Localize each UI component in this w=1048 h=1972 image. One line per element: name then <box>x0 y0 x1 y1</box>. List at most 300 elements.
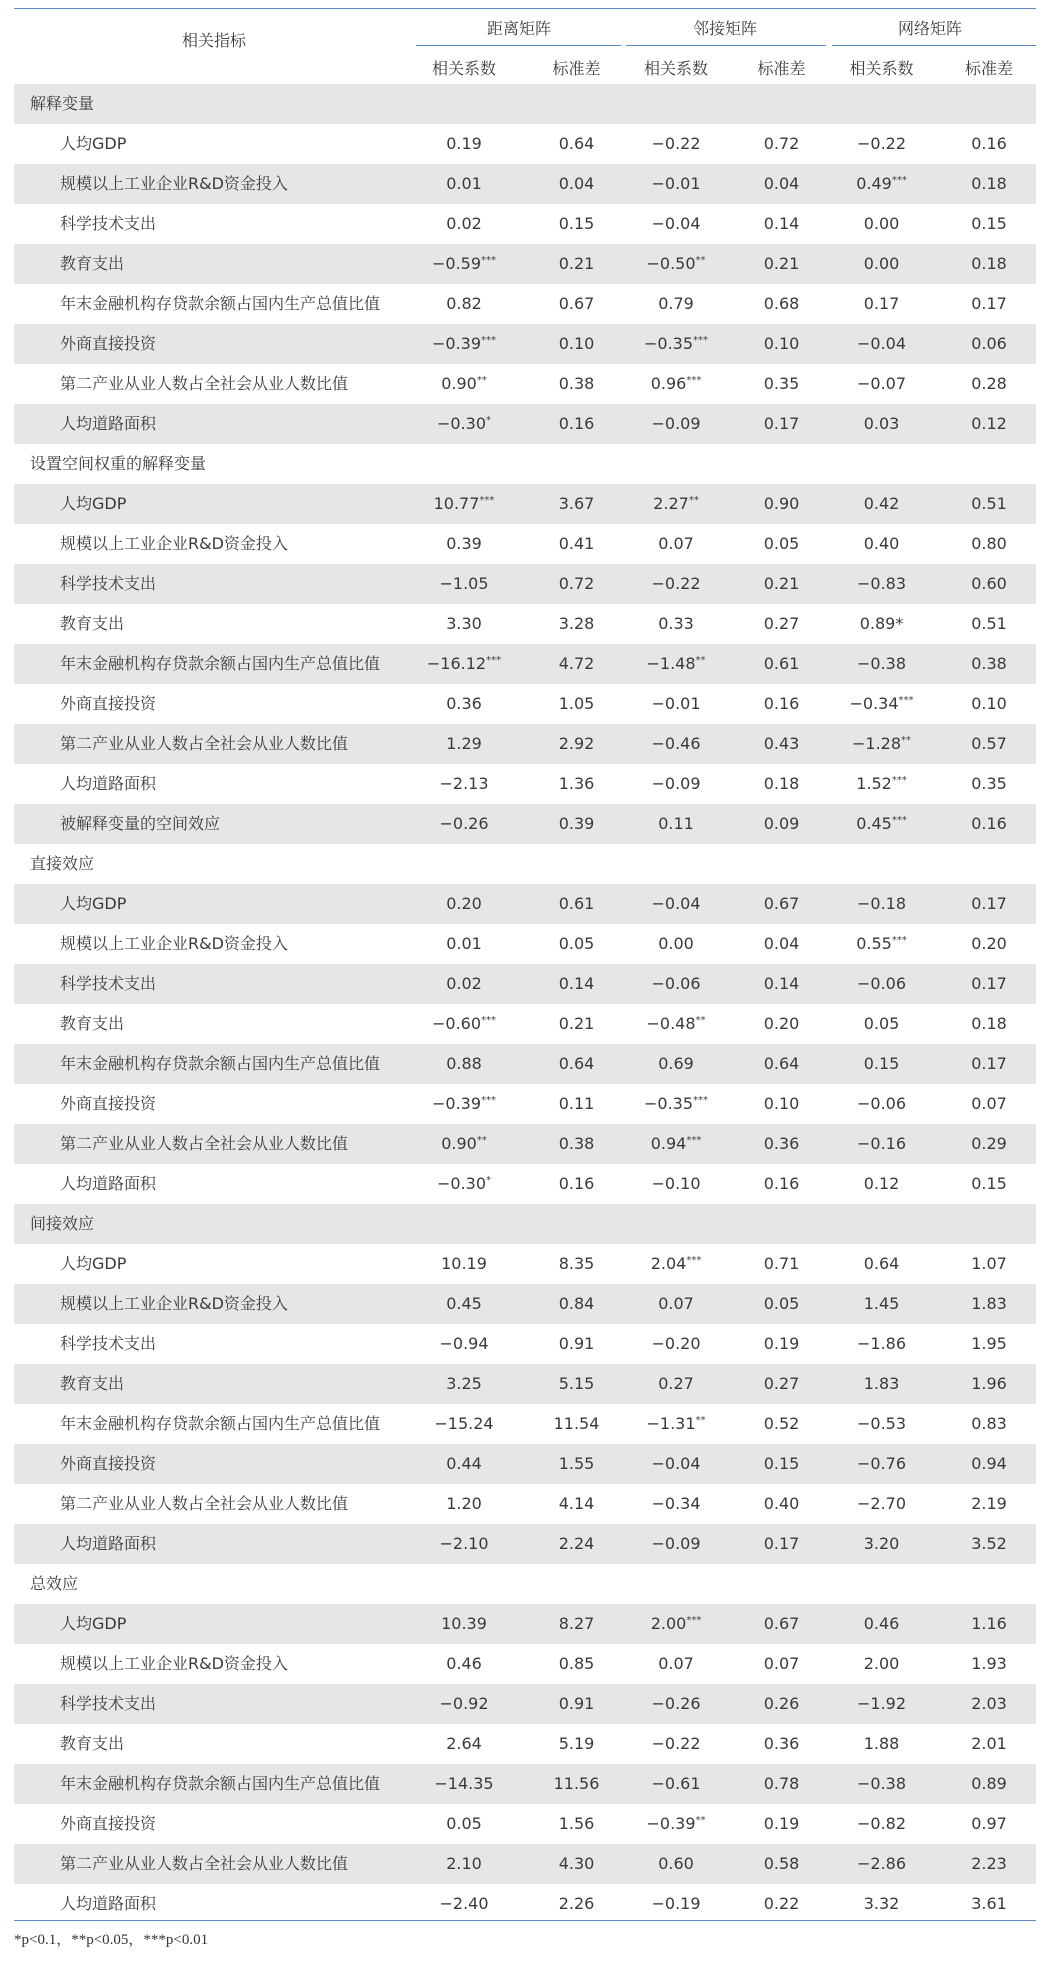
coef-value: −1.31 <box>646 1414 696 1433</box>
coef-cell <box>621 564 731 604</box>
sd-cell: 0.14 <box>558 974 595 993</box>
table-row <box>14 324 1036 364</box>
sd-cell: 2.92 <box>558 734 595 753</box>
sd-cell: 0.19 <box>763 1814 800 1833</box>
coef-cell <box>824 644 939 684</box>
coef-value: 10.39 <box>441 1614 487 1633</box>
coef-cell <box>414 1484 514 1524</box>
table-row <box>14 1644 1036 1684</box>
coef-value: 3.30 <box>446 614 482 633</box>
significance-stars: ** <box>695 1815 706 1826</box>
coef-cell <box>824 1884 939 1924</box>
coef-cell <box>414 1644 514 1684</box>
coef-value: −0.19 <box>651 1894 701 1913</box>
significance-stars: *** <box>486 655 502 666</box>
coef-value: 0.12 <box>863 1174 900 1193</box>
coef-cell <box>824 804 939 844</box>
sd-cell: 5.15 <box>558 1374 595 1393</box>
coef-cell <box>621 1364 731 1404</box>
coef-value: 0.15 <box>863 1054 900 1073</box>
coef-cell <box>414 1284 514 1324</box>
sd-cell: 1.95 <box>971 1334 1007 1353</box>
coef-value: −0.48 <box>646 1014 696 1033</box>
coef-cell <box>621 404 731 444</box>
row-label: 人均道路面积 <box>60 1894 157 1913</box>
sd-cell: 2.24 <box>558 1534 595 1553</box>
coef-value: −0.04 <box>651 214 701 233</box>
coef-cell <box>414 884 514 924</box>
sd-cell: 0.10 <box>763 334 800 353</box>
sd-cell: 0.14 <box>763 214 800 233</box>
significance-stars: * <box>486 1175 492 1186</box>
coef-cell <box>824 924 939 964</box>
coef-cell <box>824 1764 939 1804</box>
coef-cell <box>621 284 731 324</box>
sd-cell: 11.54 <box>553 1414 600 1433</box>
sd-cell: 8.35 <box>558 1254 595 1273</box>
table-row <box>14 884 1036 924</box>
significance-stars: ** <box>695 1015 706 1026</box>
row-label: 科学技术支出 <box>60 1334 157 1353</box>
coef-cell <box>824 1364 939 1404</box>
row-label: 人均GDP <box>60 1254 127 1273</box>
coef-value: 0.33 <box>658 614 694 633</box>
coef-cell <box>414 1364 514 1404</box>
coef-value: −0.18 <box>856 894 907 913</box>
sd-cell: 0.17 <box>971 1054 1007 1073</box>
row-label: 第二产业从业人数占全社会从业人数比值 <box>60 1494 349 1513</box>
coef-cell <box>621 324 731 364</box>
coef-value: 0.36 <box>446 694 482 713</box>
coef-cell <box>824 1404 939 1444</box>
coef-cell <box>621 804 731 844</box>
coef-value: −1.48 <box>646 654 696 673</box>
row-label: 年末金融机构存贷款余额占国内生产总值比值 <box>60 654 381 673</box>
significance-stars: *** <box>481 1095 497 1106</box>
table-row <box>14 1844 1036 1884</box>
sd-cell: 0.60 <box>971 574 1007 593</box>
coef-cell <box>621 1884 731 1924</box>
row-label: 科学技术支出 <box>60 1694 157 1713</box>
row-label: 人均GDP <box>60 134 127 153</box>
coef-value: −0.09 <box>651 774 701 793</box>
sd-cell: 3.67 <box>558 494 595 513</box>
table-row <box>14 1404 1036 1444</box>
coef-cell <box>414 1764 514 1804</box>
section-title: 解释变量 <box>30 94 95 113</box>
coef-value: −2.13 <box>439 774 489 793</box>
coef-value: 3.25 <box>446 1374 482 1393</box>
coef-value: −0.01 <box>651 174 701 193</box>
sd-cell: 0.21 <box>558 1014 595 1033</box>
significance-stars: *** <box>891 775 907 786</box>
coef-value: −0.30 <box>436 1174 487 1193</box>
coef-cell <box>824 284 939 324</box>
coef-cell <box>621 1124 731 1164</box>
coef-cell <box>414 1404 514 1444</box>
coef-value: 0.07 <box>658 1294 694 1313</box>
coef-cell <box>414 1124 514 1164</box>
coef-value: −0.09 <box>651 414 701 433</box>
coef-value: −0.39 <box>646 1814 696 1833</box>
coef-cell <box>824 964 939 1004</box>
coef-value: −0.53 <box>856 1414 907 1433</box>
sd-cell: 0.16 <box>971 814 1007 833</box>
coef-value: 3.32 <box>863 1894 900 1913</box>
row-label: 教育支出 <box>60 1014 125 1033</box>
coef-value: −0.09 <box>651 1534 701 1553</box>
coef-cell <box>414 1164 514 1204</box>
coef-value: 1.52 <box>856 774 892 793</box>
coef-cell <box>414 364 514 404</box>
row-label: 第二产业从业人数占全社会从业人数比值 <box>60 374 349 393</box>
coef-value: 10.77 <box>433 494 480 513</box>
sd-cell: 2.26 <box>558 1894 595 1913</box>
sd-cell: 0.26 <box>763 1694 800 1713</box>
coef-value: −2.70 <box>856 1494 907 1513</box>
coef-value: −0.39 <box>431 1094 482 1113</box>
sd-cell: 0.36 <box>763 1134 800 1153</box>
table-row <box>14 1444 1036 1484</box>
sd-cell: 1.05 <box>558 694 595 713</box>
sd-cell: 0.35 <box>971 774 1007 793</box>
coef-value: 0.44 <box>446 1454 482 1473</box>
row-label: 第二产业从业人数占全社会从业人数比值 <box>60 734 349 753</box>
row-label: 外商直接投资 <box>60 1454 157 1473</box>
row-label: 科学技术支出 <box>60 214 157 233</box>
row-label: 人均道路面积 <box>60 414 157 433</box>
sd-cell: 4.14 <box>558 1494 595 1513</box>
coef-value: 1.20 <box>446 1494 482 1513</box>
row-label: 人均道路面积 <box>60 774 157 793</box>
coef-value: 0.60 <box>658 1854 694 1873</box>
coef-value: −0.06 <box>856 1094 907 1113</box>
coef-cell <box>414 404 514 444</box>
significance-stars: ** <box>476 1135 487 1146</box>
coef-cell <box>824 364 939 404</box>
row-label: 人均GDP <box>60 1614 127 1633</box>
coef-cell <box>621 1804 731 1844</box>
sd-cell: 0.90 <box>763 494 800 513</box>
table-row <box>14 1684 1036 1724</box>
sd-cell: 0.22 <box>763 1894 800 1913</box>
coef-value: 1.29 <box>446 734 482 753</box>
table-body <box>14 84 1036 1924</box>
row-label: 被解释变量的空间效应 <box>60 814 221 833</box>
coef-value: −0.82 <box>856 1814 907 1833</box>
coef-value: 0.45 <box>856 814 892 833</box>
coef-cell <box>824 1084 939 1124</box>
sd-cell: 0.14 <box>763 974 800 993</box>
coef-value: −0.35 <box>643 1094 694 1113</box>
coef-value: 0.39 <box>446 534 482 553</box>
coef-cell <box>824 1284 939 1324</box>
sd-cell: 0.12 <box>971 414 1007 433</box>
sd-cell: 0.06 <box>971 334 1007 353</box>
coef-value: −0.59 <box>431 254 482 273</box>
significance-stars: *** <box>693 1095 709 1106</box>
sd-cell: 0.05 <box>763 534 800 553</box>
significance-stars: *** <box>479 495 495 506</box>
sd-cell: 0.36 <box>763 1734 800 1753</box>
sd-cell: 2.01 <box>971 1734 1007 1753</box>
significance-stars: *** <box>693 335 709 346</box>
sd-cell: 1.56 <box>558 1814 595 1833</box>
sd-cell: 0.40 <box>763 1494 800 1513</box>
coef-value: −0.04 <box>651 894 701 913</box>
row-label: 年末金融机构存贷款余额占国内生产总值比值 <box>60 1774 381 1793</box>
row-label: 规模以上工业企业R&D资金投入 <box>60 934 288 953</box>
table-row <box>14 724 1036 764</box>
subheader-coef: 相关系数 <box>643 59 708 78</box>
significance-stars: ** <box>695 1415 706 1426</box>
coef-value: 2.27 <box>653 494 689 513</box>
coef-value: −0.22 <box>651 134 701 153</box>
row-label: 外商直接投资 <box>60 334 157 353</box>
coef-cell <box>414 1324 514 1364</box>
regression-table <box>14 8 1036 1924</box>
section-title: 间接效应 <box>30 1214 95 1233</box>
sd-cell: 0.04 <box>763 174 800 193</box>
coef-cell <box>621 1044 731 1084</box>
coef-cell <box>824 244 939 284</box>
coef-value: −0.60 <box>431 1014 482 1033</box>
coef-value: 3.20 <box>863 1534 900 1553</box>
table-row <box>14 1284 1036 1324</box>
coef-cell <box>414 124 514 164</box>
coef-cell <box>621 1604 731 1644</box>
table-row <box>14 1724 1036 1764</box>
coef-value: 0.55 <box>856 934 892 953</box>
coef-value: −0.22 <box>651 574 701 593</box>
coef-cell <box>414 1004 514 1044</box>
coef-cell <box>824 884 939 924</box>
table-row <box>14 1764 1036 1804</box>
coef-cell <box>414 484 514 524</box>
row-label: 教育支出 <box>60 1374 125 1393</box>
coef-cell <box>414 644 514 684</box>
coef-cell <box>621 204 731 244</box>
section-title: 设置空间权重的解释变量 <box>30 454 207 473</box>
row-label: 规模以上工业企业R&D资金投入 <box>60 174 288 193</box>
coef-value: 0.00 <box>658 934 694 953</box>
coef-value: −0.92 <box>439 1694 489 1713</box>
coef-cell <box>621 524 731 564</box>
sd-cell: 0.15 <box>763 1454 800 1473</box>
group-header-network: 网络矩阵 <box>897 19 962 38</box>
coef-cell <box>621 924 731 964</box>
row-label: 年末金融机构存贷款余额占国内生产总值比值 <box>60 1054 381 1073</box>
coef-cell <box>621 1444 731 1484</box>
sd-cell: 0.91 <box>558 1334 595 1353</box>
coef-cell <box>414 1724 514 1764</box>
table-row <box>14 1244 1036 1284</box>
significance-stars: ** <box>695 255 706 266</box>
row-label: 科学技术支出 <box>60 574 157 593</box>
coef-value: 0.64 <box>863 1254 900 1273</box>
coef-value: −0.34 <box>651 1494 701 1513</box>
sd-cell: 0.10 <box>558 334 595 353</box>
sd-cell: 0.72 <box>763 134 800 153</box>
row-label: 外商直接投资 <box>60 1094 157 1113</box>
sd-cell: 0.15 <box>971 1174 1007 1193</box>
coef-cell <box>414 964 514 1004</box>
coef-value: −0.94 <box>439 1334 489 1353</box>
sd-cell: 0.39 <box>558 814 595 833</box>
significance-stars: *** <box>686 1255 702 1266</box>
coef-cell <box>824 1124 939 1164</box>
coef-cell <box>824 1804 939 1844</box>
table-row <box>14 1084 1036 1124</box>
sd-cell: 0.85 <box>558 1654 595 1673</box>
sd-cell: 0.41 <box>558 534 595 553</box>
sd-cell: 0.58 <box>763 1854 800 1873</box>
coef-value: −0.10 <box>651 1174 701 1193</box>
coef-value: −0.26 <box>439 814 489 833</box>
sd-cell: 1.55 <box>558 1454 595 1473</box>
coef-cell <box>414 564 514 604</box>
coef-cell <box>414 764 514 804</box>
coef-cell <box>824 1244 939 1284</box>
coef-value: 0.00 <box>863 254 900 273</box>
coef-cell <box>414 804 514 844</box>
coef-value: 0.03 <box>863 414 900 433</box>
coef-cell <box>824 1684 939 1724</box>
coef-value: −0.34 <box>849 694 899 713</box>
coef-value: 2.04 <box>650 1254 687 1273</box>
coef-value: −0.06 <box>651 974 701 993</box>
coef-value: 0.01 <box>446 174 482 193</box>
coef-cell <box>621 1404 731 1444</box>
coef-value: −2.86 <box>856 1854 907 1873</box>
sd-cell: 0.78 <box>763 1774 800 1793</box>
sd-cell: 0.16 <box>763 1174 800 1193</box>
coef-cell <box>824 204 939 244</box>
coef-cell <box>621 124 731 164</box>
coef-value: 0.46 <box>863 1614 900 1633</box>
sd-cell: 3.61 <box>971 1894 1007 1913</box>
coef-value: 0.19 <box>446 134 482 153</box>
sd-cell: 0.20 <box>971 934 1007 953</box>
sd-cell: 0.64 <box>558 1054 595 1073</box>
sd-cell: 0.38 <box>971 654 1007 673</box>
row-label: 教育支出 <box>60 614 125 633</box>
sd-cell: 0.38 <box>558 374 595 393</box>
sd-cell: 0.04 <box>763 934 800 953</box>
coef-value: 0.11 <box>658 814 694 833</box>
coef-value: 0.02 <box>446 214 482 233</box>
sd-cell: 0.83 <box>971 1414 1007 1433</box>
sd-cell: 0.72 <box>558 574 595 593</box>
sd-cell: 0.07 <box>971 1094 1007 1113</box>
coef-value: −0.16 <box>856 1134 907 1153</box>
coef-value: 2.64 <box>446 1734 482 1753</box>
coef-value: 0.07 <box>658 534 694 553</box>
coef-cell <box>824 1004 939 1044</box>
coef-cell <box>414 684 514 724</box>
coef-cell <box>621 1684 731 1724</box>
coef-cell <box>621 1164 731 1204</box>
coef-value: −0.39 <box>431 334 482 353</box>
table-row <box>14 484 1036 524</box>
sd-cell: 0.28 <box>971 374 1007 393</box>
row-label: 外商直接投资 <box>60 1814 157 1833</box>
coef-cell <box>621 1084 731 1124</box>
sd-cell: 0.18 <box>763 774 800 793</box>
table-row <box>14 404 1036 444</box>
sd-cell: 1.36 <box>558 774 595 793</box>
subheader-coef: 相关系数 <box>431 59 496 78</box>
coef-value: −0.22 <box>856 134 907 153</box>
subheader-coef: 相关系数 <box>849 59 914 78</box>
coef-cell <box>621 1524 731 1564</box>
coef-value: 0.88 <box>446 1054 482 1073</box>
sd-cell: 0.17 <box>971 294 1007 313</box>
subheader-sd: 标准差 <box>552 59 601 78</box>
table-row <box>14 1124 1036 1164</box>
coef-cell <box>824 1164 939 1204</box>
coef-cell <box>621 1764 731 1804</box>
significance-stars: *** <box>686 375 702 386</box>
sd-cell: 0.17 <box>971 894 1007 913</box>
table-row <box>14 1044 1036 1084</box>
sd-cell: 0.19 <box>763 1334 800 1353</box>
sd-cell: 0.91 <box>558 1694 595 1713</box>
sd-cell: 0.16 <box>971 134 1007 153</box>
significance-stars: *** <box>891 175 907 186</box>
table-row <box>14 284 1036 324</box>
coef-cell <box>824 1444 939 1484</box>
coef-value: 0.89* <box>859 614 904 633</box>
coef-value: 0.02 <box>446 974 482 993</box>
coef-value: −2.10 <box>439 1534 489 1553</box>
coef-value: −0.30 <box>436 414 487 433</box>
coef-value: −0.38 <box>856 654 907 673</box>
coef-value: −0.20 <box>651 1334 701 1353</box>
coef-cell <box>414 1244 514 1284</box>
significance-stars: *** <box>891 935 907 946</box>
table-row <box>14 124 1036 164</box>
table-row <box>14 564 1036 604</box>
coef-value: −0.83 <box>856 574 907 593</box>
row-label-header: 相关指标 <box>181 31 246 50</box>
sd-cell: 0.38 <box>558 1134 595 1153</box>
coef-cell <box>621 1284 731 1324</box>
coef-cell <box>414 244 514 284</box>
significance-stars: ** <box>695 655 706 666</box>
coef-value: 10.19 <box>441 1254 487 1273</box>
sd-cell: 8.27 <box>558 1614 595 1633</box>
coef-value: −0.50 <box>646 254 696 273</box>
sd-cell: 0.61 <box>763 654 800 673</box>
coef-value: −14.35 <box>434 1774 494 1793</box>
coef-cell <box>621 644 731 684</box>
header-group-row <box>14 8 1036 50</box>
coef-value: −0.61 <box>651 1774 701 1793</box>
sd-cell: 0.84 <box>558 1294 595 1313</box>
coef-value: 0.69 <box>658 1054 694 1073</box>
coef-cell <box>414 1044 514 1084</box>
row-label: 外商直接投资 <box>60 694 157 713</box>
row-label: 第二产业从业人数占全社会从业人数比值 <box>60 1134 349 1153</box>
coef-value: 1.45 <box>863 1294 900 1313</box>
coef-cell <box>824 524 939 564</box>
coef-value: 0.82 <box>446 294 482 313</box>
coef-value: −0.26 <box>651 1694 701 1713</box>
coef-value: 0.45 <box>446 1294 482 1313</box>
sd-cell: 0.07 <box>763 1654 800 1673</box>
coef-value: 2.00 <box>650 1614 687 1633</box>
